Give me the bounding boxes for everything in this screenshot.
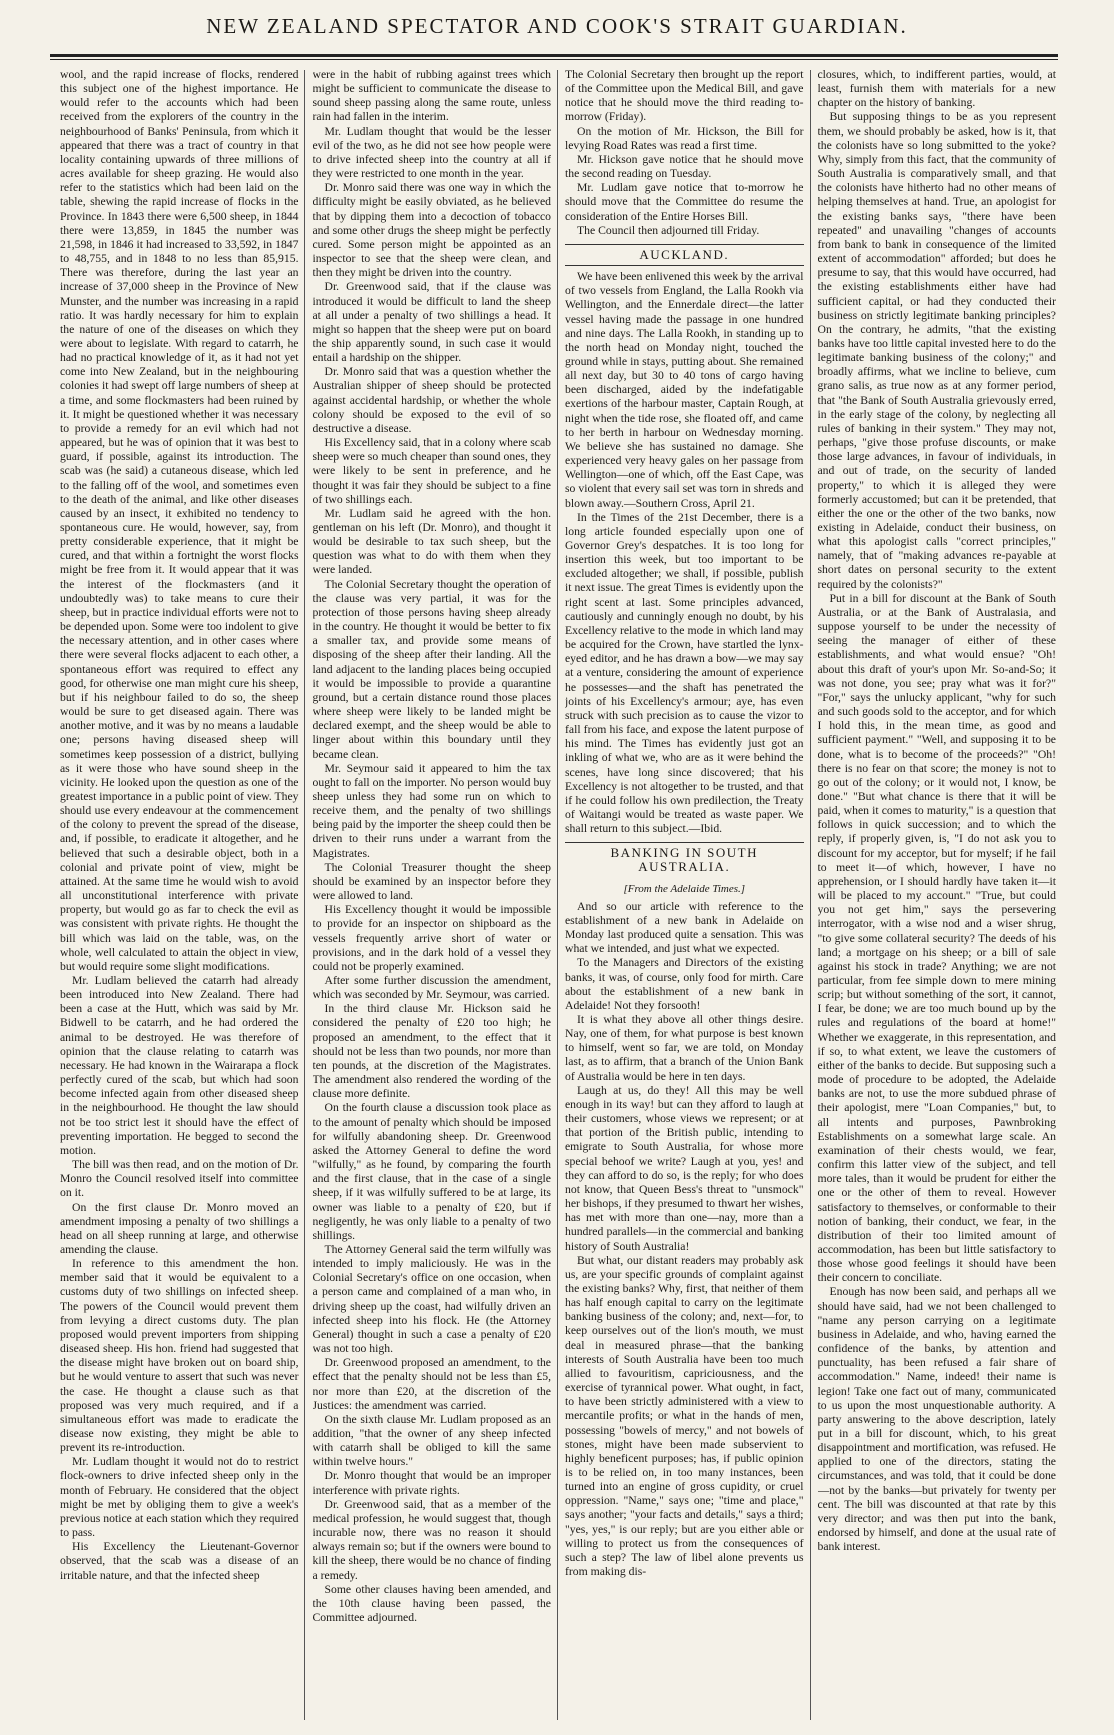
paragraph: The Attorney General said the term wilfully was intended to imply maliciously. He was in the Colonial Secretary's office on one occasion, when a person came and complained of a man who, in driving sheep up the coast, had wilfully driven an infected sheep into his flock. He (the Attorney General) thought in such a case a penalty of £20 was not too high. [312,1242,551,1356]
paragraph: And so our article with reference to the establishment of a new bank in Adelaide on Monday last produced quite a sensation. This was what we intended, and just what we expected. [565,899,804,956]
paragraph: Mr. Hickson gave notice that he should move the second reading on Tuesday. [565,152,804,181]
paragraph: To the Managers and Directors of the existing banks, it was, of course, only food for mirth. Care about the establishment of a new bank in Adelaide! Not they forsooth! [565,956,804,1012]
paragraph: The bill was then read, and on the motion of Dr. Monro the Council resolved itself into committee on it. [60,1158,299,1200]
paragraph: His Excellency the Lieutenant-Governor observed, that the scab was a disease of an irritable nature, and that the infected sheep [60,1540,299,1582]
paragraph: On the motion of Mr. Hickson, the Bill for levying Road Rates was read a first time. [565,124,804,152]
paragraph: Dr. Greenwood said, that if the clause was introduced it would be difficult to land the sheep at all under a penalty of two shillings a head. It might so happen that the sheep were put on board the ship apparently sound, in such case it would entail a hardship on the shipper. [312,280,551,365]
section-heading-banking: BANKING IN SOUTH AUSTRALIA. [565,842,804,877]
paragraph: The Council then adjourned till Friday. [577,223,760,237]
paragraph: Enough has now been said, and perhaps all we should have said, had we not been challenged to "name any person carrying on a legitimate business in Adelaide, and who, having earned the confidence of the banks, by attention and punctuality, has been refused a fair share of accommodation." Name, indeed! their name is legion! Take one fact out of many, communicated to us upon the most unquestionable authority. A party answering to the above description, lately put in a bill for discount, which, to his great disappointment and mortification, was refused. He applied to one of the directors, stating the circumstances, and was told, that it could be done—not by the banks—but privately for twenty per cent. The bill was discounted at that rate by this very director; and was then put into the bank, endorsed by himself, and done at the usual rate of bank interest. [817,1285,1056,1554]
paragraph: His Excellency thought it would be impossible to provide for an inspector on shipboard as the vessels frequently arrive short of water or provisions, and in the dark hold of a vessel they could not be properly examined. [312,903,551,973]
paragraph: closures, which, to indifferent parties, would, at least, furnish them with materials for a new chapter on the history of banking. [817,68,1056,110]
masthead-rule-thin [50,59,1058,60]
paragraph: Mr. Ludlam thought it would not do to restrict flock-owners to drive infected sheep only in the month of February. He considered that the object might be met by obliging them to give a week's previous notice at each station which they required to pass. [60,1455,299,1540]
paragraph: Mr. Seymour said it appeared to him the tax ought to fall on the importer. No person would buy sheep unless they had some run on which to receive them, and the penalty of two shillings being paid by the importer the sheep could then be driven to their runs under a warrant from the Magistrates. [312,761,551,860]
masthead-title: NEW ZEALAND SPECTATOR AND COOK'S STRAIT GUARDIAN. [206,14,908,38]
paragraph: Dr. Greenwood proposed an amendment, to the effect that the penalty should not be less than £5, nor more than £20, at the discretion of the Justices: the amendment was carried. [312,1356,551,1412]
paragraph: Dr. Monro said there was one way in which the difficulty might be easily obviated, as he believed that by dipping them into a decoction of tobacco and some other drugs the sheep might be perfectly cured. Some person might be appointed as an inspector to see that the sheep were clean, and then they might be driven into the country. [312,181,551,280]
paragraph: The Colonial Treasurer thought the sheep should be examined by an inspector before they were allowed to land. [312,860,551,903]
paragraph: Dr. Greenwood said, that as a member of the medical profession, he would suggest that, though incurable now, there was no reason it should always remain so; but if the owners were bound to kill the sheep, there would be no chance of finding a remedy. [312,1497,551,1582]
paragraph: Mr. Ludlam believed the catarrh had already been introduced into New Zealand. There had been a case at the Hutt, which was said by Mr. Bidwell to be catarrh, and he had ordered the animal to be destroyed. He was therefore of opinion that the clause relating to catarrh was necessary. He had known in the Wairarapa a flock perfectly cured of the scab, but which had soon become infected again from other diseased sheep in the neighbourhood. He thought the law should not be too strict lest it should have the effect of preventing importation. He begged to second the motion. [60,974,299,1157]
paragraph: Dr. Monro said that was a question whether the Australian shipper of sheep should be protected against accidental hardship, or whether the whole colony should be exposed to the evil of so destructive a disease. [312,365,551,435]
source-attribution: [From the Adelaide Times.] [623,882,746,895]
paragraph: Mr. Ludlam gave notice that to-morrow he should move that the Committee do resume the consideration of the Entire Horses Bill. [565,181,804,223]
paragraph: On the first clause Dr. Monro moved an amendment imposing a penalty of two shillings a head on all sheep running at large, and otherwise amending the clause. [60,1200,299,1256]
paragraph: On the sixth clause Mr. Ludlam proposed as an addition, "that the owner of any sheep infected with catarrh shall be obliged to kill the same within twelve hours." [312,1412,551,1469]
paragraph: were in the habit of rubbing against trees which might be sufficient to communicate the disease to sound sheep passing along the same route, unless rain had fallen in the interim. [312,68,551,124]
section-heading-auckland: AUCKLAND. [565,244,804,266]
paragraph: In reference to this amendment the hon. member said that it would be equivalent to a customs duty of two shillings on infected sheep. The powers of the Council would prevent them from levying a direct customs duty. The plan proposed would prevent importers from shipping diseased sheep. His hon. friend had suggested that the disease might have broken out on board ship, but he would venture to assert that such was never the case. He thought a clause such as that proposed was very much required, and if a simultaneous effort was made to eradicate the disease now existing, they might be able to prevent its re-introduction. [60,1257,299,1455]
paragraph: But what, our distant readers may probably ask us, are your specific grounds of complaint against the existing banks? Why, first, that neither of them has half enough capital to carry on the legitimate banking business of the colony; and, next—for, to keep ourselves out of the lion's mouth, we must deal in measured phrase—that the banking interests of South Australia have been too much allied to favouritism, capriciousness, and the exercise of tyrannical power. What ought, in fact, to have been strictly administered with a view to mercantile profits; or what in the hands of men, possessing "bowels of mercy," and not bowels of stones, might have been made subservient to highly beneficent purposes; has, if public opinion is to be relied on, in too many instances, been turned into an engine of gross cupidity, or cruel oppression. "Name," says one; "time and place," says another; "your facts and details," says a third; "yes, yes," is our reply; but are you either able or willing to protect us from the consequences of such a step? The law of libel alone prevents us from making dis- [565,1253,804,1579]
column-1 [60,68,299,1728]
paragraph: After some further discussion the amendment, which was seconded by Mr. Seymour, was carried. [312,974,551,1002]
paragraph: Some other clauses having been amended, and the 10th clause having been passed, the Committee adjourned. [312,1582,551,1625]
paragraph: But supposing things to be as you represent them, we should probably be asked, how is it, that the colonists have so long submitted to the yoke? Why, simply from this fact, that the community of South Australia is comparatively small, and that the colonists have hitherto had no other means of helping themselves at hand. True, an apologist for the existing banks says, "there have been repeated" and unavailing "changes of accounts from bank to bank in consequence of the limited extent of accommodation" afforded; but does he presume to say, that this would have occurred, had the existing establishments either have had sufficient capital, or had they conducted their business on strictly legitimate banking principles? On the contrary, he admits, "that the existing banks have too little capital invested here to do the legitimate banking business of the colony;" and broadly affirms, what we incline to believe, cum grano salis, as true now as at any former period, that "the Bank of South Australia grievously erred, in the early stage of the colony, by neglecting all rules of banking in their system." They may not, perhaps, "give those profuse discounts, or make those large advances, in favour of individuals, in and out of trade, on the security of landed property," to which it is alleged they were formerly accustomed; but can it be pretended, that either the one or the other of the two banks, now existing in Adelaide, conduct their business, on what this apologist calls "correct principles," namely, that of "making advances re-payable at short dates on personal security to the extent required by the colonists?" [817,110,1056,591]
paragraph: It is what they above all other things desire. Nay, one of them, for what purpose is best known to himself, went so far, we are told, on Monday last, as to affirm, that a branch of the Union Bank of Australia would be here in ten days. [565,1013,804,1083]
column-3 [565,68,804,1728]
paragraph: His Excellency said, that in a colony where scab sheep were so much cheaper than sound ones, they were likely to be sent in preference, and he thought it was fair they should be subject to a fine of two shillings each. [312,436,551,506]
column-4 [818,68,1057,1728]
article-columns [60,68,1056,1728]
paragraph: In the Times of the 21st December, there is a long article founded especially upon one of Governor Grey's despatches. It is too long for insertion this week, but too important to be excluded altogether; we shall, if possible, publish it next issue. The great Times is evidently upon the right scent at last. Some principles advanced, cautiously and cunningly enough no doubt, by his Excellency relative to the mode in which land may be acquired for the Crown, have startled the lynx-eyed editor, and he has drawn a bow—we may say at a venture, considering the amount of experience he possesses—and the shaft has penetrated the joints of his Excellency's armour; aye, has even struck with such precision as to cause the vizor to fall from his face, and expose the latent purpose of his mind. The Times has evidently just got an inkling of what we, who are as it were behind the scenes, have long since discovered; that his Excellency is not altogether to be trusted, and that if he could follow his own predilection, the Treaty of Waitangi would be treated as waste paper. We shall return to this subject.—Ibid. [565,510,804,836]
paragraph: wool, and the rapid increase of flocks, rendered this subject one of the highest importance. He would refer to the accounts which had been received from the explorers of the country in the neighbourhood of Banks' Peninsula, from which it appeared that there was a tract of country in that locality containing upwards of three millions of acres available for sheep grazing. He would also refer to the statistics which had been laid on the table, shewing the rapid increase of flocks in the Province. In 1843 there were 6,500 sheep, in 1844 there were 13,859, in 1845 the number was 21,598, in 1846 it had increased to 33,592, in 1847 to 48,755, and in 1848 to no less than 85,915. There was therefore, during the last year an increase of 37,000 sheep in the Province of New Munster, and the number was increasing in a rapid ratio. It was hardly necessary for him to explain the nature of one of the diseases on which they were about to legislate. With regard to catarrh, he had no practical knowledge of it, as it had not yet come into New Zealand, but in the neighbouring colonies it had swept off large numbers of sheep at a time, and some flockmasters had been ruined by it. It might be questioned whether it was necessary to provide a remedy for an evil which had not appeared, but he was of opinion that it was best to guard, if possible, against its introduction. The scab was (he said) a cutaneous disease, which led to the falling off of the wool, and sometimes even to the death of the animal, and like other diseases caused by an insect, it exhibited no tendency to spontaneous cure. He would, however, say, from pretty considerable experience, that it might be cured, and that within a fortnight the worst flocks might be free from it. It would appear that it was the interest of the flockmasters (and it undoubtedly was) to take means to cure their sheep, but in practice individual efforts were not to be depended upon. Some were too indolent to give the necessary attention, and in other cases where there were several flocks adjacent to each other, a spontaneous effort was required to effect any good, for otherwise one man might cure his sheep, but if his neighbour failed to do so, the sheep would be sure to get diseased again. There was another motive, and it was by no means a laudable one; persons having diseased sheep will sometimes keep possession of a district, bullying as it were those who have sound sheep in the vicinity. He looked upon the question as one of the greatest importance in a public point of view. They should use every endeavour at the commencement of the colony to prevent the spread of the disease, and, if possible, to eradicate it altogether, and he believed that such a desirable object, both in a colonial and private point of view, might be attained. At the same time he would wish to avoid all unconstitutional interference with private property, but would go as far to check the evil as was consistent with private rights. He thought the bill which was laid on the table, was, on the whole, well calculated to attain the object in view, but would require some slight modifications. [60,68,299,973]
masthead-rule-thick [50,54,1058,57]
paragraph: Put in a bill for discount at the Bank of South Australia, or at the Bank of Australasia, and suppose yourself to be under the necessity of seeing the manager of either of these establishments, and what would ensue? "Oh! about this draft of your's upon Mr. So-and-So; it was not done, you see; pray what was it for?" "For," says the unlucky applicant, "why for such and such goods sold to the acceptor, and for which I hold this, in the mean time, as good and sufficient payment." "Well, and supposing it to be done, what is to become of the proceeds?" "Oh! there is no fear on that score; the money is not to go out of the colony; or it would not, I know, be done." "But what chance is there that it will be paid, when it comes to maturity," is a question that follows in quick succession; and to which the reply, if properly given, is, "I do not ask you to discount for my acceptor, but for myself; if he fail to meet it—of which, however, I have no apprehension, or I should hardly have taken it—it will be placed to my account." "True, but could you not get him," says the persevering interrogator, with a wise nod and a wiser shrug, "to give some collateral security? The deeds of his land; a mortgage on his sheep; or a bill of sale against his stock in trade? Anything; we are not particular, from fee simple down to mere mining scrip; but without something of the sort, it cannot, I fear, be done; we are too much bound up by the rules and regulations of the board at home!" Whether we exaggerate, in this representation, and if so, to what extent, we leave the customers of either of the banks to decide. But supposing such a mode of procedure to be adopted, the Adelaide banks are not, to use the more subdued phrase of their apologist, mere "Loan Companies," but, to all intents and purposes, Pawnbroking Establishments on a somewhat large scale. An examination of their chests would, we fear, confirm this latter view of the subject, and tell more tales, than it would be prudent for either the one or the other of them to reveal. However satisfactory to themselves, or conformable to their notion of banking, their conduct, we fear, in the distribution of their too limited amount of accommodation, has been but little satisfactory to those whose good feelings it should have been their concern to conciliate. [817,591,1056,1285]
paragraph: On the fourth clause a discussion took place as to the amount of penalty which should be imposed for wilfully abandoning sheep. Dr. Greenwood asked the Attorney General to define the word "wilfully," as he found, by comparing the fourth and the first clause, that in the case of a single sheep, if it was wilfully suffered to be at large, its owner was liable to a penalty of £20, but if negligently, he was only liable to a penalty of two shillings. [312,1101,551,1242]
paragraph: The Colonial Secretary then brought up the report of the Committee upon the Medical Bill, and gave notice that he should move the third reading to-morrow (Friday). [565,68,804,124]
column-2 [313,68,552,1728]
paragraph: Dr. Monro thought that would be an improper interference with private rights. [312,1469,551,1497]
paragraph: Mr. Ludlam said he agreed with the hon. gentleman on his left (Dr. Monro), and thought it would be desirable to tax such sheep, but the question was what to do with them when they were landed. [312,506,551,577]
paragraph: Mr. Ludlam thought that would be the lesser evil of the two, as he did not see how people were to drive infected sheep into the country at all if they were restricted to one month in the year. [312,124,551,181]
paragraph: The Colonial Secretary thought the operation of the clause was very partial, it was for the protection of those persons having sheep already in the country. He thought it would be better to fix a smaller tax, and provide some means of disposing of the sheep after their landing. All the land adjacent to the landing places being occupied it would be impossible to provide a quarantine ground, but a certain distance round those places where sheep were likely to be landed might be declared exempt, and the sheep would be able to linger about within this boundary until they became clean. [312,577,551,761]
paragraph: In the third clause Mr. Hickson said he considered the penalty of £20 too high; he proposed an amendment, to the effect that it should not be less than two pounds, nor more than ten pounds, at the discretion of the Magistrates. The amendment also rendered the wording of the clause more definite. [312,1002,551,1101]
paragraph: We have been enlivened this week by the arrival of two vessels from England, the Lalla Rookh via Wellington, and the Ennerdale direct—the latter vessel having made the passage in one hundred and nine days. The Lalla Rookh, in standing up to the north head on Monday night, touched the ground while in stays, putting about. She remained all next day, but 30 to 40 tons of cargo having been discharged, aided by the indefatigable exertions of the harbour master, Captain Rough, at night when the tide rose, she floated off, and came to her berth in harbour on Wednesday morning. We believe she has sustained no damage. She experienced very heavy gales on her passage from Wellington—one of which, off the East Cape, was so violent that every sail set was torn in shreds and blown away.—Southern Cross, April 21. [565,270,804,510]
paragraph: Laugh at us, do they! All this may be well enough in its way! but can they afford to laugh at their customers, whose views we represent; or at that portion of the British public, intending to emigrate to South Australia, for whose more special behoof we write? Laugh at you, yes! and they can afford to do so, is the reply; for who does not know, that Queen Bess's threat to "unsmock" her bishops, if they presumed to thwart her wishes, has met with more than one—nay, more than a hundred parallels—in the commercial and banking history of South Australia! [565,1083,804,1253]
